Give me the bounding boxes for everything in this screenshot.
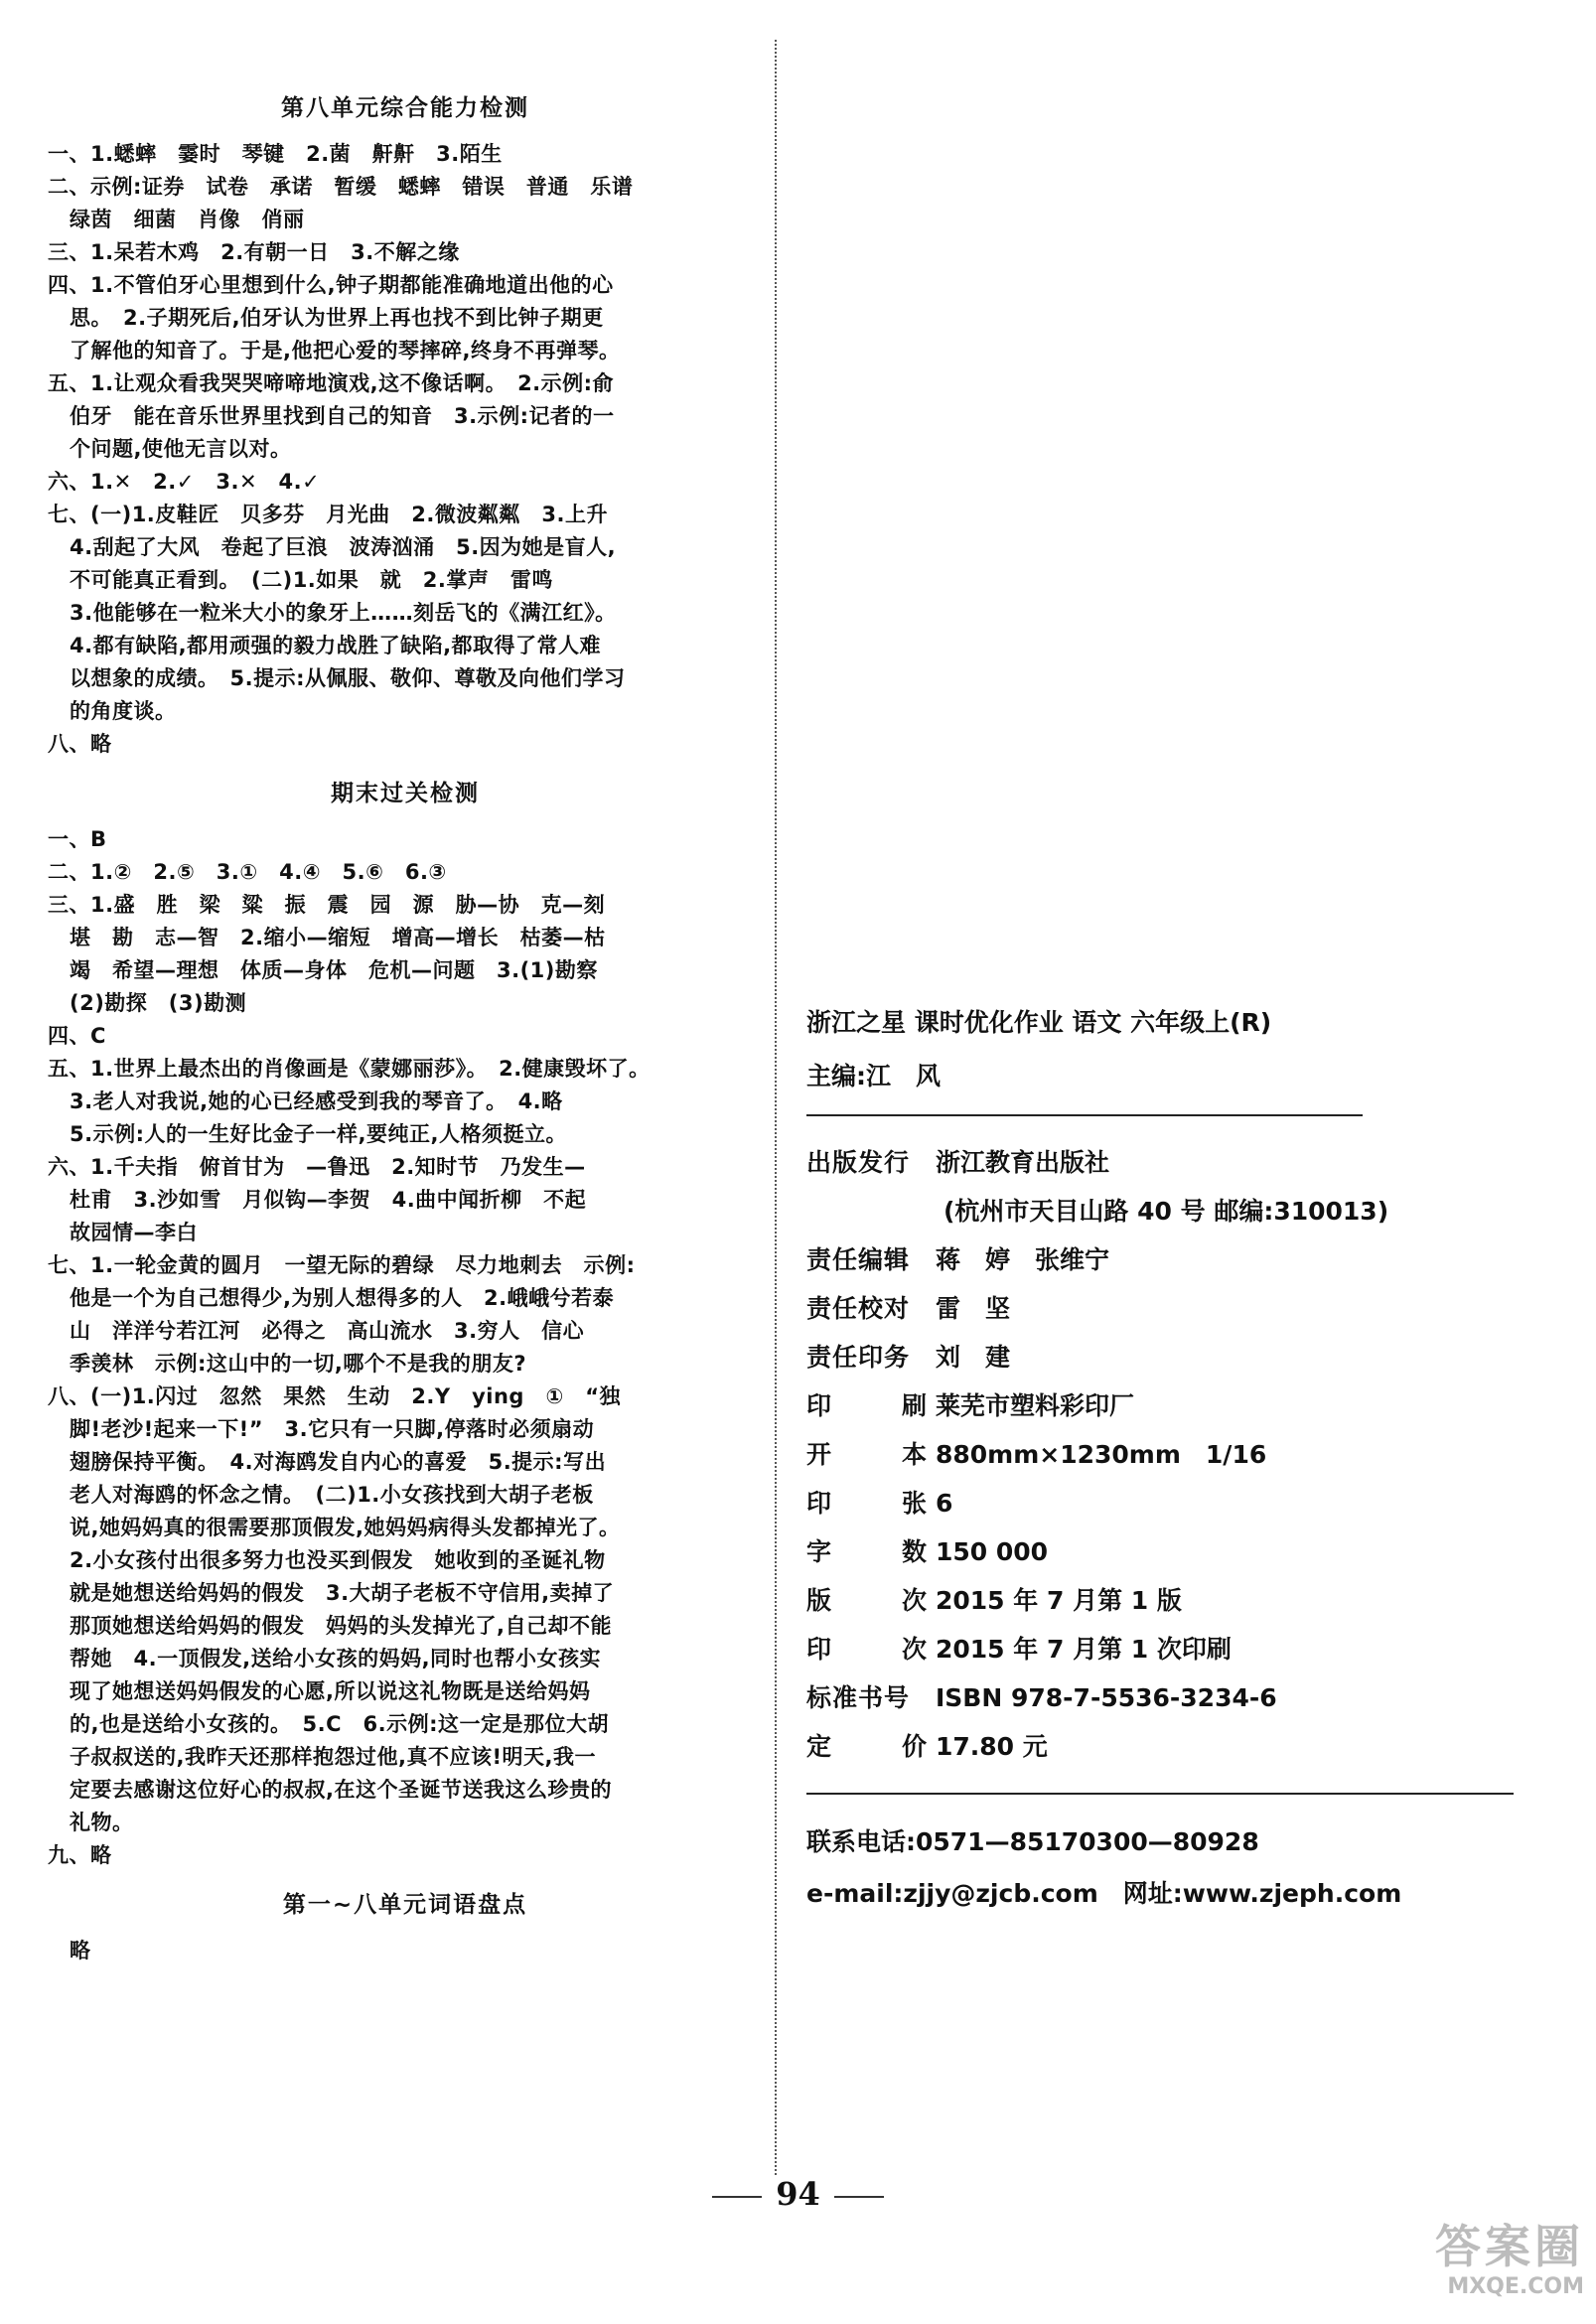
colophon-label: 定价 (806, 1732, 928, 1761)
watermark-url: MXQE.COM (1447, 2274, 1584, 2299)
answer-line: 四、C (48, 1024, 106, 1048)
colophon-rule-bottom (806, 1793, 1514, 1795)
answer-line: 那顶她想送给妈妈的假发 妈妈的头发掉光了,自己却不能 (70, 1614, 612, 1638)
answer-line: 略 (70, 1939, 91, 1962)
answer-line: 一、1.蟋蟀 霎时 琴键 2.菌 鼾鼾 3.陌生 (48, 142, 503, 166)
answer-line: 三、1.盛 胜 梁 粱 振 震 园 源 胁—协 克—刻 (48, 893, 606, 917)
colophon-row (806, 1479, 1541, 1527)
colophon-label: 印刷 (806, 1391, 928, 1420)
colophon-value: ISBN 978-7-5536-3234-6 (936, 1683, 1277, 1712)
section-title-vocab: 第一~八单元词语盘点 (282, 1892, 528, 1918)
answer-line: 现了她想送妈妈假发的心愿,所以说这礼物既是送给妈妈 (70, 1679, 591, 1703)
colophon-rule-top (806, 1114, 1363, 1116)
answer-line: 五、1.让观众看我哭哭啼啼地演戏,这不像话啊。 2.示例:俞 (48, 371, 615, 395)
answer-line: 五、1.世界上最杰出的肖像画是《蒙娜丽莎》。 2.健康毁坏了。 (48, 1057, 651, 1081)
answer-line: (2)勘探 (3)勘测 (70, 991, 247, 1015)
answer-line: 2.小女孩付出很多努力也没买到假发 她收到的圣诞礼物 (70, 1548, 606, 1572)
colophon-value: 2015 年 7 月第 1 次印刷 (936, 1635, 1232, 1664)
section-title-final: 期末过关检测 (331, 781, 480, 806)
answer-line: 3.他能够在一粒米大小的象牙上……刻岳飞的《满江红》。 (70, 601, 617, 625)
book-title: 浙江之星 课时优化作业 语文 六年级上(R) (806, 1008, 1272, 1037)
answer-line: 的角度谈。 (70, 699, 177, 723)
colophon-label: 责任印务 (806, 1343, 911, 1372)
colophon-label: 开本 (806, 1440, 928, 1469)
answer-line: 定要去感谢这位好心的叔叔,在这个圣诞节送我这么珍贵的 (70, 1778, 612, 1802)
answer-line: 以想象的成绩。 5.提示:从佩服、敬仰、尊敬及向他们学习 (70, 666, 626, 690)
colophon-row (806, 1381, 1541, 1430)
colophon-label: 印次 (806, 1635, 928, 1664)
answer-line: 二、示例:证券 试卷 承诺 暂缓 蟋蟀 错误 普通 乐谱 (48, 175, 634, 199)
colophon-value: 2015 年 7 月第 1 版 (936, 1586, 1182, 1615)
answer-line: 六、1.千夫指 俯首甘为 —鲁迅 2.知时节 乃发生— (48, 1155, 586, 1179)
page-number-text: 94 (776, 2175, 820, 2213)
colophon-value: 6 (936, 1489, 953, 1518)
colophon-row (806, 1284, 1541, 1333)
colophon-row (806, 1576, 1541, 1625)
answer-line: 竭 希望—理想 体质—身体 危机—问题 3.(1)勘察 (70, 958, 598, 982)
colophon-row (806, 1625, 1541, 1673)
page-number-dash-right (834, 2196, 884, 2198)
answer-line: 绿茵 细菌 肖像 俏丽 (70, 208, 305, 231)
page-number (0, 2175, 1596, 2213)
colophon-row (806, 1722, 1541, 1771)
colophon-row-publisher (806, 1138, 1541, 1187)
section-title-unit8: 第八单元综合能力检测 (281, 95, 529, 121)
answer-line: 八、(一)1.闪过 忽然 果然 生动 2.Y ying ① “独 (48, 1384, 622, 1408)
colophon-label: 出版发行 (806, 1148, 911, 1177)
colophon (806, 1003, 1541, 1920)
answer-line: 老人对海鸥的怀念之情。 (二)1.小女孩找到大胡子老板 (70, 1483, 594, 1507)
page-number-dash-left (712, 2196, 762, 2198)
answer-line: 三、1.呆若木鸡 2.有朝一日 3.不解之缘 (48, 240, 460, 264)
answer-line: 礼物。 (70, 1811, 134, 1834)
colophon-row (806, 1235, 1541, 1284)
colophon-rows (806, 1235, 1541, 1771)
colophon-label: 责任校对 (806, 1294, 911, 1323)
watermark-logo: 答案圈 (1435, 2220, 1584, 2273)
answer-line: 九、略 (48, 1843, 112, 1867)
answer-line: 就是她想送给妈妈的假发 3.大胡子老板不守信用,卖掉了 (70, 1581, 615, 1605)
colophon-label: 标准书号 (806, 1683, 911, 1712)
colophon-value: 蒋 婷 张维宁 (936, 1245, 1110, 1274)
section-vocab-answers (48, 1935, 763, 1967)
colophon-value: 雷 坚 (936, 1294, 1011, 1323)
watermark (1385, 2219, 1584, 2310)
colophon-row (806, 1527, 1541, 1576)
answer-line: 4.都有缺陷,都用顽强的毅力战胜了缺陷,都取得了常人难 (70, 634, 602, 657)
colophon-label: 责任编辑 (806, 1245, 911, 1274)
answer-line: 四、1.不管伯牙心里想到什么,钟子期都能准确地道出他的心 (48, 273, 614, 297)
colophon-row (806, 1430, 1541, 1479)
answer-line: 杜甫 3.沙如雪 月似钩—李贺 4.曲中闻折柳 不起 (70, 1188, 587, 1212)
colophon-value: 莱芜市塑料彩印厂 (936, 1391, 1135, 1420)
answer-line: 故园情—李白 (70, 1221, 198, 1244)
answer-column (48, 89, 763, 1967)
answer-line: 3.老人对我说,她的心已经感受到我的琴音了。 4.略 (70, 1089, 563, 1113)
answer-line: 5.示例:人的一生好比金子一样,要纯正,人格须挺立。 (70, 1122, 567, 1146)
answer-line: 的,也是送给小女孩的。 5.C 6.示例:这一定是那位大胡 (70, 1712, 609, 1736)
column-divider (775, 40, 777, 2175)
colophon-value: 150 000 (936, 1537, 1049, 1566)
answer-line: 堪 勘 志—智 2.缩小—缩短 增高—增长 枯萎—枯 (70, 926, 606, 949)
answer-line: 季羡林 示例:这山中的一切,哪个不是我的朋友? (70, 1352, 527, 1376)
answer-line: 了解他的知音了。于是,他把心爱的琴摔碎,终身不再弹琴。 (70, 339, 621, 363)
answer-line: 子叔叔送的,我昨天还那样抱怨过他,真不应该!明天,我一 (70, 1745, 597, 1769)
answer-line: 七、(一)1.皮鞋匠 贝多芬 月光曲 2.微波粼粼 3.上升 (48, 503, 608, 526)
answer-line: 帮她 4.一顶假发,送给小女孩的妈妈,同时也帮小女孩实 (70, 1647, 602, 1670)
answer-line: 六、1.✕ 2.✓ 3.✕ 4.✓ (48, 470, 321, 494)
colophon-value: 浙江教育出版社 (936, 1148, 1110, 1177)
colophon-row (806, 1673, 1541, 1722)
chief-editor: 主编:江 风 (806, 1062, 941, 1090)
colophon-value: 17.80 元 (936, 1732, 1048, 1761)
answer-line: 八、略 (48, 732, 112, 756)
colophon-value: 880mm×1230mm 1/16 (936, 1440, 1267, 1469)
answer-line: 伯牙 能在音乐世界里找到自己的知音 3.示例:记者的一 (70, 404, 615, 428)
answer-line: 翅膀保持平衡。 4.对海鸥发自内心的喜爱 5.提示:写出 (70, 1450, 607, 1474)
answer-line: 个问题,使他无言以对。 (70, 437, 292, 461)
colophon-row (806, 1333, 1541, 1381)
answer-line: 说,她妈妈真的很需要那顶假发,她妈妈病得头发都掉光了。 (70, 1516, 621, 1539)
answer-line: 思。 2.子期死后,伯牙认为世界上再也找不到比钟子期更 (70, 306, 604, 330)
answer-line: 二、1.② 2.⑤ 3.① 4.④ 5.⑥ 6.③ (48, 860, 447, 884)
publisher-address: (杭州市天目山路 40 号 邮编:310013) (943, 1197, 1389, 1226)
answer-line: 一、B (48, 827, 107, 851)
answer-line: 七、1.一轮金黄的圆月 一望无际的碧绿 尽力地刺去 示例: (48, 1253, 636, 1277)
section-final-answers (48, 823, 763, 1872)
answer-line: 不可能真正看到。 (二)1.如果 就 2.掌声 雷鸣 (70, 568, 553, 592)
answer-line: 脚!老沙!起来一下!” 3.它只有一只脚,停落时必须扇动 (70, 1417, 595, 1441)
contact-phone: 联系电话:0571—85170300—80928 (806, 1827, 1259, 1856)
answer-line: 山 洋洋兮若江河 必得之 高山流水 3.穷人 信心 (70, 1319, 585, 1343)
section-unit8-answers (48, 138, 763, 761)
colophon-label: 印张 (806, 1489, 928, 1518)
contact-email-website: e-mail:zjjy@zjcb.com 网址:www.zjeph.com (806, 1879, 1402, 1908)
colophon-label: 版次 (806, 1586, 928, 1615)
answer-line: 4.刮起了大风 卷起了巨浪 波涛汹涌 5.因为她是盲人, (70, 535, 617, 559)
answer-line: 他是一个为自己想得少,为别人想得多的人 2.峨峨兮若泰 (70, 1286, 615, 1310)
colophon-label: 字数 (806, 1537, 928, 1566)
colophon-value: 刘 建 (936, 1343, 1011, 1372)
